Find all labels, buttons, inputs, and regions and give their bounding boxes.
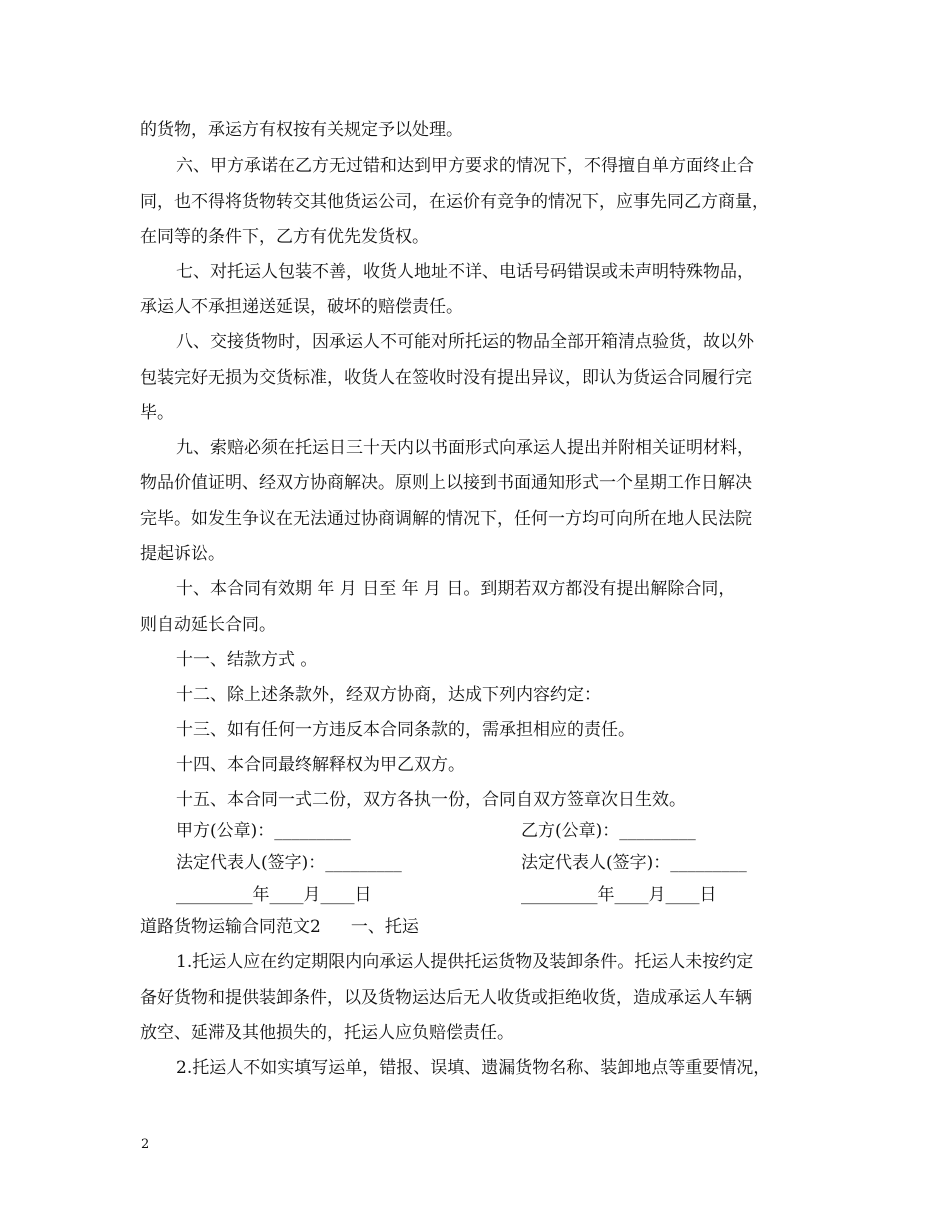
party-b-seal: 乙方(公章)：_________	[521, 821, 696, 841]
party-b-date: _________年____月____日	[521, 885, 717, 905]
party-a-seal: 甲方(公章)：_________	[176, 821, 351, 841]
party-a-representative: 法定代表人(签字)：_________	[176, 853, 402, 873]
paragraph-line: 毕。	[140, 403, 174, 423]
clause-thirteen: 十三、如有任何一方违反本合同条款的，需承担相应的责任。	[176, 720, 635, 740]
clause-twelve: 十二、除上述条款外，经双方协商，达成下列内容约定：	[176, 685, 601, 705]
clause-eleven: 十一、结款方式 。	[176, 650, 318, 670]
paragraph-line: 物品价值证明、经双方协商解决。原则上以接到书面通知形式一个星期工作日解决	[140, 473, 752, 493]
page-number: 2	[141, 1137, 150, 1152]
paragraph-line: 在同等的条件下，乙方有优先发货权。	[140, 227, 429, 247]
party-b-representative: 法定代表人(签字)：_________	[521, 853, 747, 873]
section-subtitle: 一、托运	[350, 917, 419, 937]
section-heading	[140, 916, 419, 938]
clause-fifteen: 十五、本合同一式二份，双方各执一份，合同自双方签章次日生效。	[176, 790, 686, 810]
paragraph-line: 放空、延滞及其他损失的，托运人应负赔偿责任。	[140, 1023, 514, 1043]
clause-ten: 十、本合同有效期 年 月 日至 年 月 日。到期若双方都没有提出解除合同，	[176, 579, 736, 599]
paragraph-line: 则自动延长合同。	[140, 615, 276, 635]
clause-seven: 七、对托运人包装不善，收货人地址不详、电话号码错误或未声明特殊物品，	[176, 262, 754, 282]
clause-six: 六、甲方承诺在乙方无过错和达到甲方要求的情况下，不得擅自单方面终止合	[176, 156, 754, 176]
paragraph-line: 提起诉讼。	[140, 544, 225, 564]
paragraph-line: 完毕。如发生争议在无法通过协商调解的情况下，任何一方均可向所在地人民法院	[140, 509, 752, 529]
paragraph-line: 包装完好无损为交货标准，收货人在签收时没有提出异议，即认为货运合同履行完	[140, 368, 752, 388]
section-title: 道路货物运输合同范文2	[140, 917, 321, 937]
consignment-item-1: 1.托运人应在约定期限内向承运人提供托运货物及装卸条件。托运人未按约定	[176, 952, 754, 972]
clause-fourteen: 十四、本合同最终解释权为甲乙双方。	[176, 755, 465, 775]
paragraph-line: 的货物，承运方有权按有关规定予以处理。	[140, 120, 463, 140]
paragraph-line: 备好货物和提供装卸条件，以及货物运达后无人收货或拒绝收货，造成承运人车辆	[140, 988, 752, 1008]
paragraph-line: 同，也不得将货物转交其他货运公司，在运价有竞争的情况下，应事先同乙方商量，	[140, 192, 769, 212]
paragraph-line: 承运人不承担递送延误，破坏的赔偿责任。	[140, 297, 463, 317]
consignment-item-2: 2.托运人不如实填写运单，错报、误填、遗漏货物名称、装卸地点等重要情况，	[176, 1058, 771, 1078]
clause-nine: 九、索赔必须在托运日三十天内以书面形式向承运人提出并附相关证明材料，	[176, 438, 754, 458]
clause-eight: 八、交接货物时，因承运人不可能对所托运的物品全部开箱清点验货，故以外	[176, 332, 754, 352]
party-a-date: _________年____月____日	[176, 885, 372, 905]
